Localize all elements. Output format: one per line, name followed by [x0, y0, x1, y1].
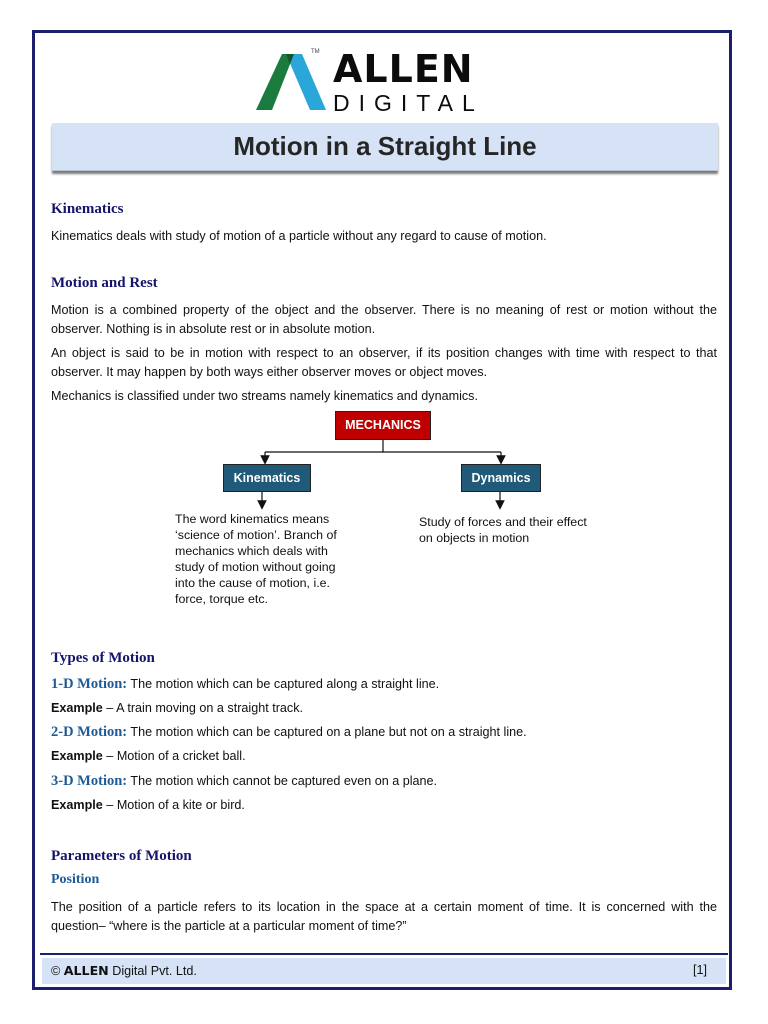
motion-type-label: 1-D Motion: [51, 676, 128, 692]
footer-copyright [51, 963, 197, 978]
example-label: Example [51, 701, 103, 715]
motion-type-text: The motion which can be captured on a plane but not on a straight line. [127, 725, 527, 739]
trademark-mark: TM [311, 49, 320, 55]
section-heading-motion-rest: Motion and Rest [51, 275, 158, 291]
logo-brand-text: ALLEN [333, 47, 474, 91]
section-heading-parameters: Parameters of Motion [51, 848, 192, 864]
position-text: The position of a particle refers to its location in the space at a certain moment of time. It is concerned with the question– “where is the particle at a particular moment of time?” [51, 900, 717, 933]
motion-type-label: 2-D Motion: [51, 724, 128, 740]
footer-company: Digital Pvt. Ltd. [108, 964, 197, 978]
example-2d [51, 749, 246, 763]
example-label: Example [51, 798, 103, 812]
kinematics-text: Kinematics deals with study of motion of a particle without any regard to cause of motion. [51, 229, 547, 243]
footer-divider [40, 953, 728, 955]
dynamics-description: Study of forces and their effect on objects in motion [419, 515, 587, 545]
mechanics-box: MECHANICS [335, 411, 431, 440]
motion-type-label: 3-D Motion: [51, 773, 128, 789]
example-text: – Motion of a cricket ball. [102, 749, 246, 763]
example-text: – A train moving on a straight track. [102, 701, 304, 715]
motion-rest-paragraph-2: An object is said to be in motion with respect to an observer, if its position changes with time with respect to that observer. It may happen by both ways either observer moves or object moves. [51, 346, 717, 379]
motion-rest-paragraph-3: Mechanics is classified under two streams namely kinematics and dynamics. [51, 389, 478, 403]
motion-type-1d [51, 676, 439, 693]
section-heading-types: Types of Motion [51, 650, 155, 666]
kinematics-box: Kinematics [223, 464, 311, 492]
example-text: – Motion of a kite or bird. [102, 798, 245, 812]
page-number: [1] [693, 963, 708, 977]
motion-rest-paragraph-1: Motion is a combined property of the object and the observer. There is no meaning of rest or motion without the observer. Nothing is in absolute rest or in absolute motion. [51, 303, 717, 336]
example-label: Example [51, 749, 103, 763]
page-title: Motion in a Straight Line [233, 131, 537, 161]
dynamics-box: Dynamics [461, 464, 541, 492]
motion-type-3d [51, 773, 437, 790]
motion-type-text: The motion which cannot be captured even on a plane. [127, 774, 438, 788]
footer-brand: ALLEN [63, 963, 109, 978]
motion-type-2d [51, 724, 527, 741]
subheading-position: Position [51, 872, 100, 887]
kinematics-description: The word kinematics means ‘science of motion’. Branch of mechanics which deals with study of motion without going into the cause of motion, i.e. force, torque etc. [175, 512, 337, 606]
logo-sub-text: DIGITAL [333, 90, 484, 116]
section-heading-kinematics: Kinematics [51, 201, 124, 217]
copyright-symbol: © [51, 964, 61, 978]
example-1d [51, 701, 303, 715]
example-3d [51, 798, 245, 812]
motion-type-text: The motion which can be captured along a straight line. [127, 677, 440, 691]
